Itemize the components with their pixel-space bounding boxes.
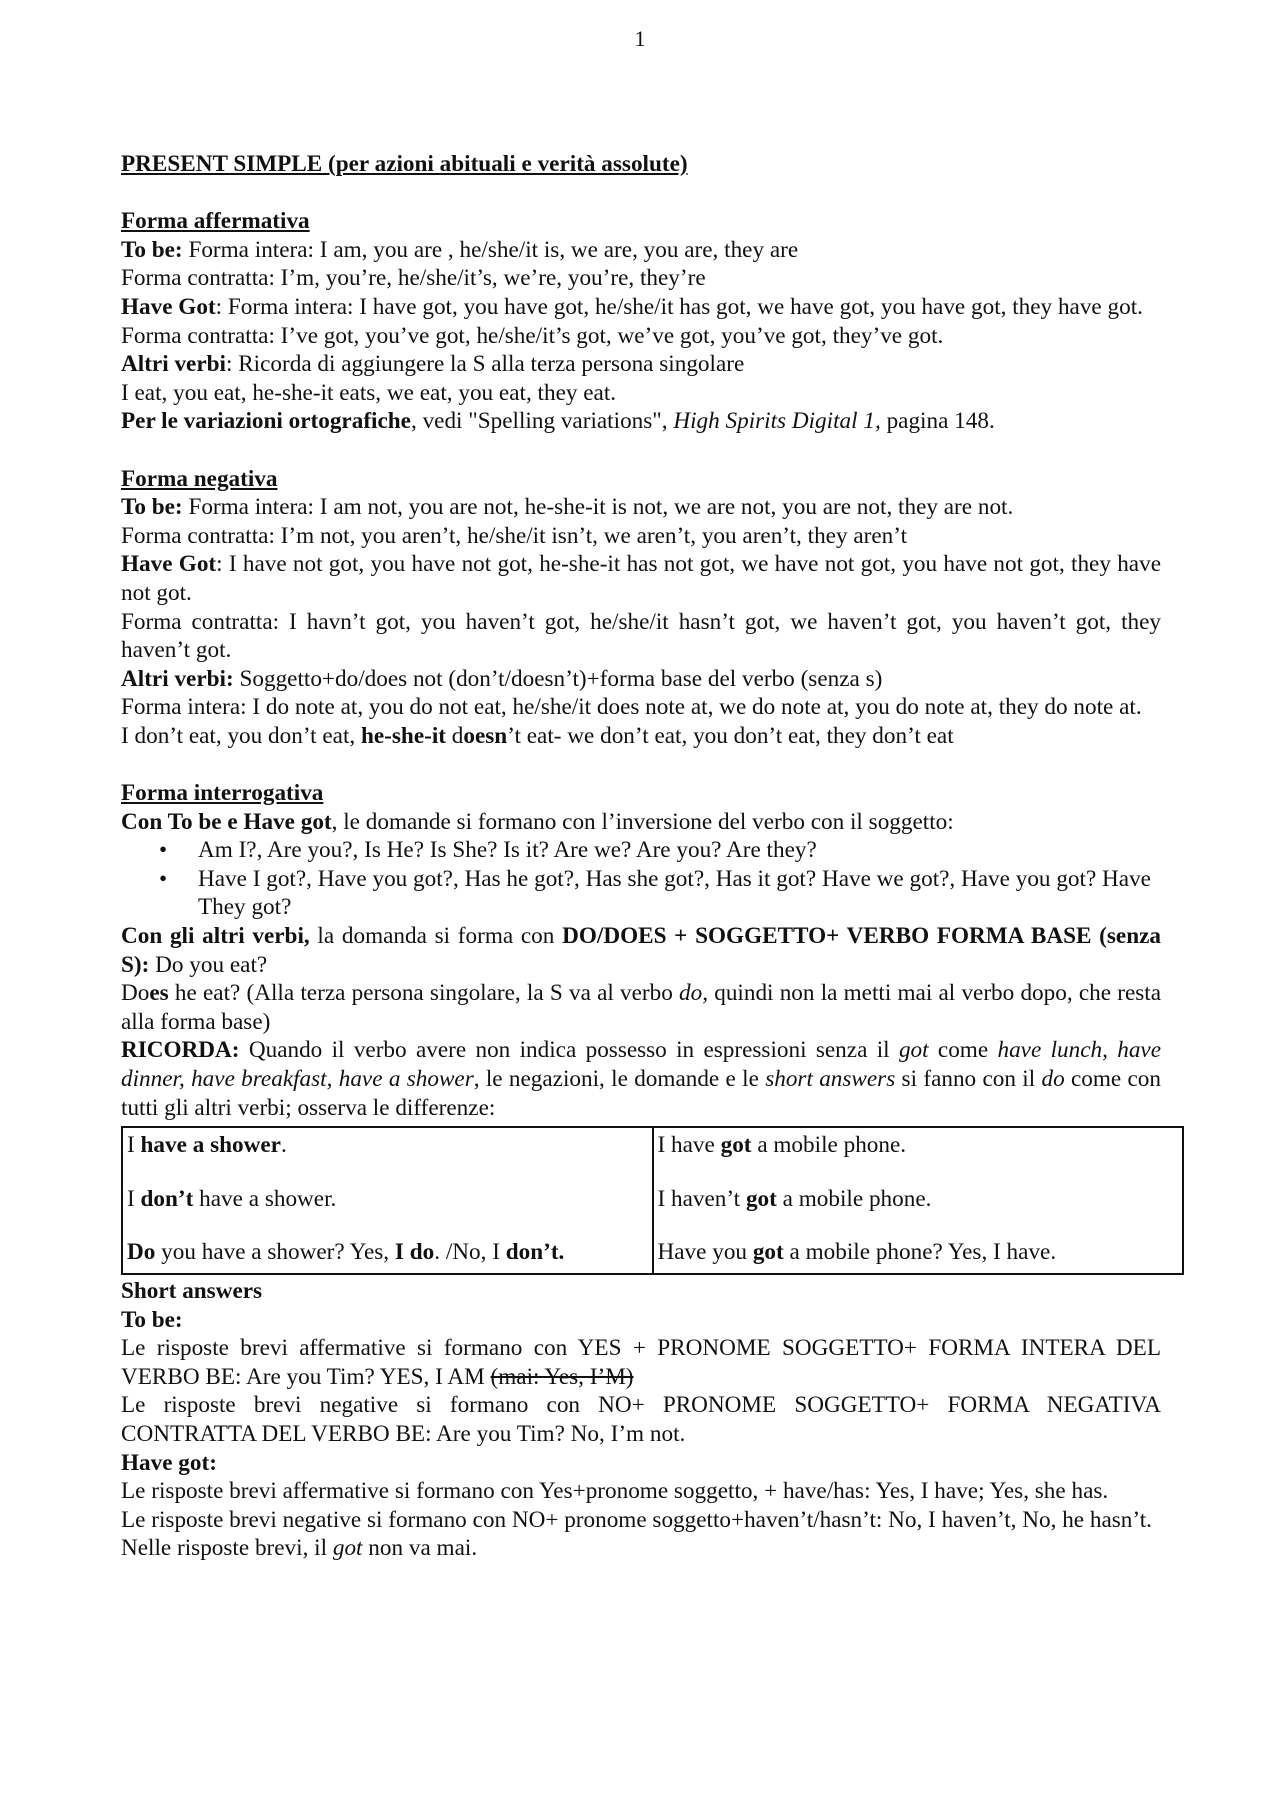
int-ricorda-label: RICORDA: [121, 1037, 240, 1064]
sa-tobe-label-text: To be: [121, 1306, 183, 1333]
int-con [121, 808, 1161, 837]
int-altri-example: Do you eat? [149, 951, 268, 978]
spacer [121, 436, 1161, 465]
int-con-label: Con To be e Have got [121, 808, 332, 835]
int-ricorda-part: Quando il verbo avere non indica possesso in espressioni senza il [239, 1037, 899, 1064]
aff-variazioni-page: pagina 148. [880, 408, 995, 435]
short-answers-title: Short answers [121, 1277, 263, 1304]
aff-variazioni [121, 407, 1161, 436]
cell-bold: got [745, 1185, 777, 1212]
int-ricorda-italic: have lunch, have dinner, have breakfast, have a shower [121, 1037, 1162, 1092]
neg-tobe-contratta: Forma contratta: I’m not, you aren’t, he/she/it isn’t, we aren’t, you aren’t, they aren’t [121, 522, 908, 549]
aff-tobe [121, 236, 1161, 265]
aff-variazioni-text: , vedi "Spelling variations", [410, 408, 674, 435]
cell-bold: don’t [140, 1185, 194, 1212]
bullet-icon: • [159, 837, 168, 864]
cell-text: have a shower. [193, 1185, 337, 1212]
neg-ex-part: I don’t eat, you don’t eat, [121, 722, 361, 749]
table-cell-left [122, 1127, 653, 1274]
cell-bold: got [720, 1132, 752, 1159]
sa-final-text: Nelle risposte brevi, il [121, 1535, 333, 1562]
aff-altri [121, 350, 1161, 379]
heading-interrogativa: Forma interrogativa [121, 780, 324, 807]
sa-havegot-aff: Le risposte brevi affermative si formano con Yes+pronome soggetto, + have/has: Yes, I have; Yes, she has. [121, 1478, 1109, 1505]
sa-final-text: non va mai. [362, 1535, 478, 1562]
heading-negativa: Forma negativa [121, 465, 278, 492]
int-ricorda-italic: got [898, 1037, 929, 1064]
page-number: 1 [634, 26, 646, 51]
aff-tobe-text: Forma intera: I am, you are , he/she/it is, we are, you are, they are [182, 236, 799, 263]
int-altri [121, 922, 1161, 979]
int-ricorda-part: , le negazioni, le domande e le [473, 1066, 766, 1092]
cell-text: you have a shower? Yes, [155, 1239, 395, 1266]
neg-havegot [121, 550, 1161, 607]
int-does-part: Do [121, 980, 150, 1007]
cell-text: a mobile phone? Yes, I have. [783, 1239, 1057, 1266]
cell-text: Have you [657, 1239, 753, 1266]
neg-havegot-contratta: Forma contratta: I havn’t got, you haven’t got, he/she/it hasn’t got, we haven’t got, you haven’t got, they haven’t got. [121, 608, 1161, 664]
aff-havegot-contratta: Forma contratta: I’ve got, you’ve got, he/she/it’s got, we’ve got, you’ve got, they’ve got. [121, 322, 944, 349]
neg-tobe [121, 493, 1161, 522]
cell-bold: got [752, 1239, 784, 1266]
aff-variazioni-book: High Spirits Digital 1, [673, 408, 881, 435]
neg-tobe-text: Forma intera: I am not, you are not, he-she-it is not, we are not, you are not, they are not. [182, 494, 1014, 521]
int-ricorda-part: si fanno con il [895, 1066, 1042, 1092]
bullet-icon: • [159, 865, 168, 892]
list-item-text: Am I?, Are you?, Is He? Is She? Is it? Are we? Are you? Are they? [198, 837, 817, 864]
aff-tobe-label: To be: [121, 236, 183, 263]
int-does-bold: es [149, 980, 169, 1007]
sa-final-italic: got [332, 1535, 363, 1562]
heading-affermativa: Forma affermativa [121, 208, 310, 235]
sa-tobe-label [121, 1306, 1161, 1335]
neg-altri-intera: Forma intera: I do note at, you do not eat, he/she/it does note at, we do note at, you do note at, they do note at. [121, 694, 1142, 721]
aff-variazioni-label: Per le variazioni ortografiche [121, 408, 411, 435]
neg-ex-part: d [446, 722, 464, 749]
int-ricorda-part: come [928, 1037, 998, 1064]
int-does [121, 979, 1161, 1036]
int-bullet-list [121, 836, 1161, 922]
document-body [121, 150, 1161, 1563]
sa-havegot-label [121, 1449, 1161, 1478]
aff-tobe-contratta: Forma contratta: I’m, you’re, he/she/it’s, we’re, you’re, they’re [121, 265, 706, 292]
cell-text: I have [657, 1132, 721, 1159]
int-altri-formula: DO/DOES + SOGGETTO+ VERBO FORMA BASE (senza S): [121, 923, 1161, 978]
neg-altri [121, 665, 1161, 694]
table-line [658, 1238, 1179, 1267]
cell-text: a mobile phone. [776, 1185, 932, 1212]
table-line [127, 1238, 648, 1267]
cell-bold: Do [127, 1239, 156, 1266]
neg-havegot-text: : I have not got, you have not got, he-she-it has not got, we have not got, you have not got, they have not got. [121, 551, 1161, 606]
neg-ex-bold: he-she-it [360, 722, 446, 749]
sa-tobe-aff-strike: (mai: Yes, I’M) [490, 1363, 634, 1390]
neg-ex-bold: oesn [463, 722, 508, 749]
spacer [121, 750, 1161, 779]
int-altri-label: Con gli altri verbi, [121, 923, 310, 950]
sa-tobe-aff-text: Le risposte brevi affermative si formano con YES + PRONOME SOGGETTO+ FORMA INTERA DEL VERBO BE: Are you Tim? YES, I AM [121, 1335, 1161, 1390]
neg-ex-part: ’t eat- we don’t eat, you don’t eat, they don’t eat [507, 722, 954, 749]
cell-text: a mobile phone. [751, 1132, 907, 1159]
neg-tobe-label: To be: [121, 494, 183, 521]
list-item [121, 836, 1161, 865]
cell-text: I haven’t [657, 1185, 746, 1212]
sa-havegot-label-text: Have got: [121, 1449, 217, 1476]
int-con-text: , le domande si formano con l’inversione del verbo con il soggetto: [331, 808, 954, 835]
sa-final [121, 1534, 1161, 1563]
page-title: PRESENT SIMPLE (per azioni abituali e verità assolute) [121, 151, 688, 177]
int-ricorda-italic: short answers [765, 1066, 896, 1092]
int-ricorda [121, 1036, 1161, 1122]
table-line [127, 1185, 648, 1214]
int-altri-text: la domanda si forma con [309, 923, 563, 950]
int-ricorda-italic: do [1041, 1066, 1065, 1092]
cell-text: I [127, 1132, 141, 1159]
aff-havegot-text: : Forma intera: I have got, you have got, he/she/it has got, we have got, you have got, they have got. [215, 293, 1143, 320]
aff-altri-example: I eat, you eat, he-she-it eats, we eat, you eat, they eat. [121, 379, 617, 406]
table-row [122, 1127, 1183, 1274]
sa-havegot-neg: Le risposte brevi negative si formano con NO+ pronome soggetto+haven’t/hasn’t: No, I haven’t, No, he hasn’t. [121, 1506, 1152, 1533]
table-cell-right [653, 1127, 1184, 1274]
spacer [121, 179, 1161, 208]
neg-altri-example [121, 722, 1161, 751]
sa-tobe-aff [121, 1334, 1161, 1391]
aff-altri-label: Altri verbi [121, 351, 226, 378]
neg-havegot-label: Have Got [121, 551, 217, 578]
int-does-part: he eat? (Alla terza persona singolare, la S va al verbo [168, 980, 680, 1007]
aff-havegot-label: Have Got [121, 293, 216, 320]
cell-bold: I do [394, 1239, 435, 1266]
aff-altri-text: : Ricorda di aggiungere la S alla terza persona singolare [225, 351, 745, 378]
table-line [127, 1131, 648, 1160]
cell-text: I [127, 1185, 141, 1212]
cell-text: . /No, I [434, 1239, 506, 1266]
neg-altri-text: Soggetto+do/does not (don’t/doesn’t)+forma base del verbo (senza s) [233, 665, 883, 692]
list-item-text: Have I got?, Have you got?, Has he got?, Has she got?, Has it got? Have we got?, Have you got? Have They got? [198, 865, 1151, 921]
table-line [658, 1131, 1179, 1160]
int-ricorda-part: come con tutti gli altri verbi; osserva le differenze: [121, 1066, 1161, 1121]
table-line [658, 1185, 1179, 1214]
comparison-table [121, 1126, 1184, 1275]
sa-tobe-neg: Le risposte brevi negative si formano con NO+ PRONOME SOGGETTO+ FORMA NEGATIVA CONTRATTA DEL VERBO BE: Are you Tim? No, I’m not. [121, 1392, 1161, 1447]
int-does-italic: do, [679, 980, 709, 1007]
neg-altri-label: Altri verbi: [121, 665, 234, 692]
heading-short-answers [121, 1277, 1161, 1306]
cell-bold: don’t. [505, 1239, 565, 1266]
list-item [121, 865, 1161, 922]
cell-bold: have a shower [140, 1132, 281, 1159]
int-does-part: quindi non la metti mai al verbo dopo, che resta alla forma base) [121, 980, 1161, 1035]
cell-text: . [280, 1132, 287, 1159]
aff-havegot [121, 293, 1161, 322]
